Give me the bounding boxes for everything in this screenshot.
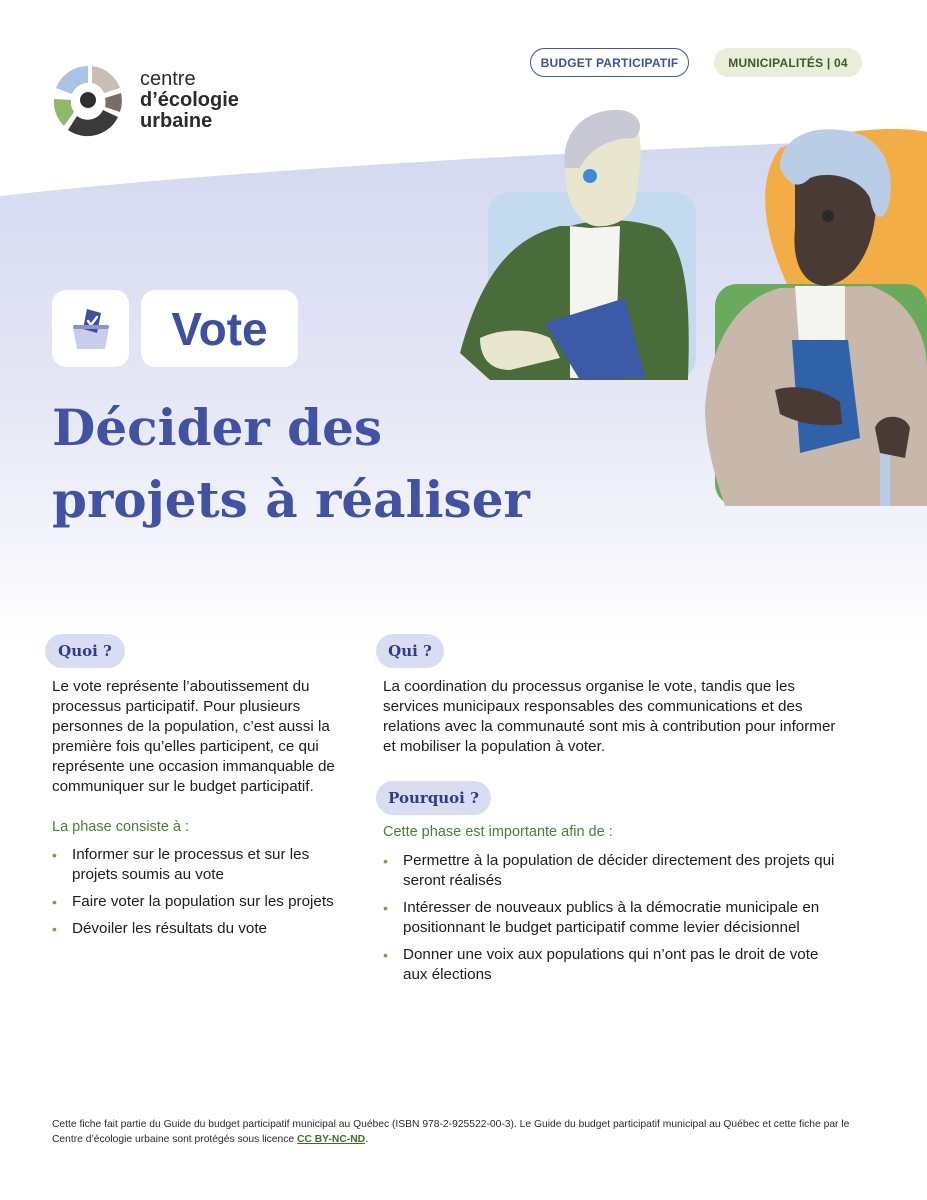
list-item: • Intéresser de nouveaux publics à la démocratie municipale en positionnant le budget participatif comme levier décisionnel bbox=[383, 898, 838, 938]
ballot-box-icon-container bbox=[52, 290, 129, 367]
footer-text: Cette fiche fait partie du Guide du budget participatif municipal au Québec (ISBN 978-2-925522-00-3). Le Guide du budget participatif municipal au Québec et cette fiche par le Centre d’écologie urbaine sont protégés sous licence bbox=[52, 1119, 850, 1145]
license-link[interactable]: CC BY-NC-ND bbox=[297, 1134, 366, 1145]
list-item: • Dévoiler les résultats du vote bbox=[52, 919, 357, 939]
vote-badge bbox=[141, 290, 298, 367]
logo-text-line3: urbaine bbox=[140, 109, 213, 132]
qui-heading: Qui ? bbox=[376, 634, 444, 668]
list-item: • Faire voter la population sur les projets bbox=[52, 892, 357, 912]
quoi-list bbox=[52, 845, 357, 946]
vote-label: Vote bbox=[171, 302, 268, 355]
logo-text-line2: d’écologie bbox=[140, 88, 239, 111]
list-item: • Informer sur le processus et sur les projets soumis au vote bbox=[52, 845, 357, 885]
footer-end: . bbox=[365, 1134, 368, 1145]
page-title: Décider des projets à réaliser bbox=[52, 398, 530, 529]
quoi-heading: Quoi ? bbox=[45, 634, 125, 668]
centre-ecologie-urbaine-logo bbox=[50, 62, 239, 138]
logo-mark-icon bbox=[50, 62, 126, 138]
pourquoi-heading: Pourquoi ? bbox=[376, 781, 491, 815]
list-item: • Permettre à la population de décider directement des projets qui seront réalisés bbox=[383, 851, 838, 891]
ballot-box-icon bbox=[67, 305, 115, 353]
qui-text: La coordination du processus organise le vote, tandis que les services municipaux responsables des communications et des relations avec la communauté sont mis à contribution pour informer et mobiliser la population à voter. bbox=[383, 678, 836, 755]
pourquoi-list bbox=[383, 851, 838, 992]
quoi-text: Le vote représente l’aboutissement du processus participatif. Pour plusieurs personnes de la population, c’est aussi la première fois qu’elles participent, ce qui représente une occasion immanquable de communiquer sur le budget participatif. bbox=[52, 678, 335, 795]
pourquoi-lead: Cette phase est importante afin de : bbox=[383, 824, 613, 840]
budget-participatif-tag: BUDGET PARTICIPATIF bbox=[530, 48, 689, 77]
footer-license-note bbox=[52, 1117, 852, 1147]
municipalites-tag: MUNICIPALITÉS | 04 bbox=[714, 48, 862, 77]
logo-text-line1: centre bbox=[140, 67, 196, 90]
list-item: • Donner une voix aux populations qui n’ont pas le droit de vote aux élections bbox=[383, 945, 838, 985]
quoi-lead: La phase consiste à : bbox=[52, 819, 190, 835]
